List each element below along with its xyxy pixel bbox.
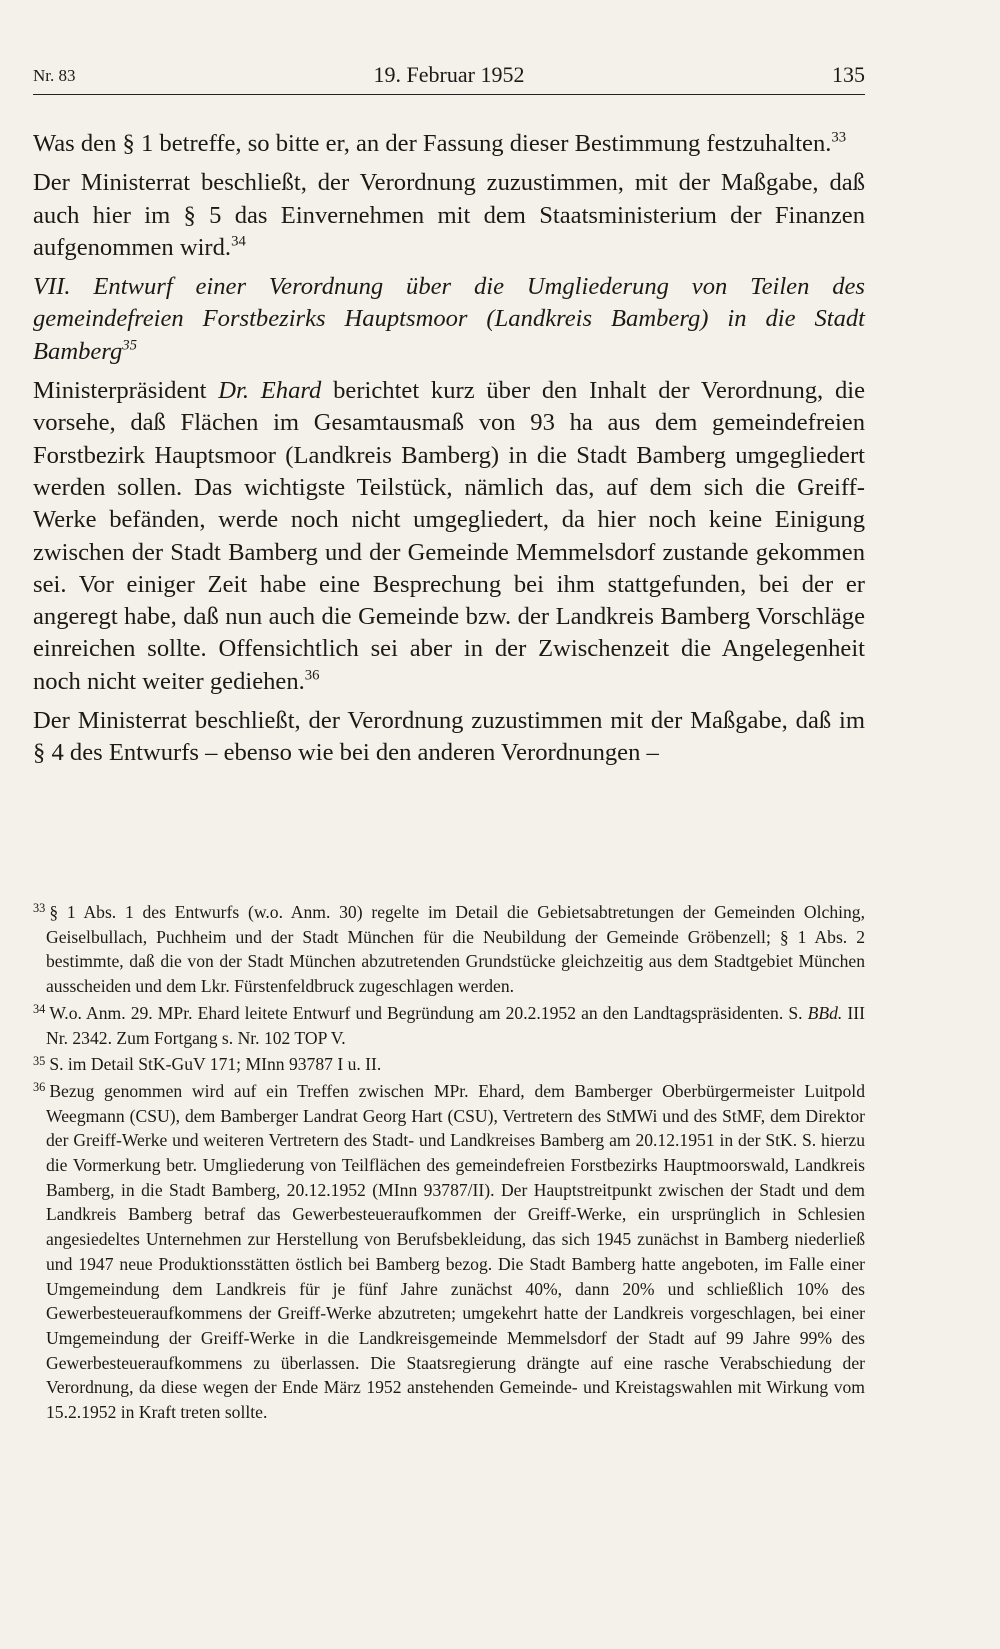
agenda-item-heading: VII. Entwurf einer Verordnung über die Umgliederung von Teilen des gemeindefreien Forstbezirks Hauptsmoor (Landkreis Bamberg) in die Stadt Bamberg$^{35}$ — [33, 273, 865, 365]
document-number: Nr. 83 — [33, 66, 76, 85]
footnote: $^{36}$ Bezug genommen wird auf ein Treffen zwischen MPr. Ehard, dem Bamberger Oberbürgermeister Luitpold Weegmann (CSU), dem Bamberger Landrat Georg Hart (CSU), Vertretern des StMWi und des StMF, dem Direktor der Greiff-Werke und weiteren Vertretern des Stadt- und Landkreises Bamberg am 20.12.1951 in der StK. S. hierzu die Vormerkung betr. Umgliederung von Teilflächen des gemeindefreien Forstbezirks Hauptmoorswald, Landkreis Bamberg, in die Stadt Bamberg, 20.12.1952 (MInn 93787/II). Der Hauptstreitpunkt zwischen der Stadt und dem Landkreis Bamberg betraf das Gewerbesteueraufkommen der Greiff-Werke, ein ursprünglich in Schlesien angesiedeltes Unternehmen zur Herstellung von Berufsbekleidung, das sich 1945 zunächst in Bamberg niederließ und 1947 neue Produktionsstätten östlich bei Bamberg bezog. Die Stadt Bamberg hatte angeboten, im Falle einer Umgemeindung dem Landkreis für je fünf Jahre zunächst 40%, dann 20% und schließlich 10% des Gewerbesteueraufkommens der Greiff-Werke abzutreten; umgekehrt hatte der Landkreis vorgeschlagen, bei einer Umgemeindung der Greiff-Werke in die Landkreisgemeinde Memmelsdorf der Stadt auf 99 Jahre 99% des Gewerbesteueraufkommens zu überlassen. Die Staatsregierung drängte auf eine rasche Verabschiedung der Verordnung, da diese wegen der Ende März 1952 anstehenden Gemeinde- und Kreistagswahlen mit Wirkung vom 15.2.1952 in Kraft treten sollte. — [33, 1080, 865, 1423]
paragraph: Was den § 1 betreffe, so bitte er, an der Fassung dieser Bestimmung festzuhalten.$^{33}$ — [33, 129, 847, 157]
footnote-ref[interactable]: 34 — [231, 233, 246, 250]
footnote: $^{33}$ § 1 Abs. 1 des Entwurfs (w.o. Anm. 30) regelte im Detail die Gebietsabtretungen der Gemeinden Olching, Geiselbullach, Puchheim und der Stadt München für die Neubildung der Gemeinde Gröbenzell; § 1 Abs. 2 bestimmte, daß die von der Stadt München abzutretenden Grundstücke gleichzeitig aus dem Stadtgebiet München ausscheiden und dem Lkr. Fürstenfeldbruck zugeschlagen werden. — [33, 901, 865, 997]
footnote: $^{35}$ S. im Detail StK-GuV 171; MInn 93787 I u. II. — [33, 1053, 382, 1075]
paragraph: Der Ministerrat beschließt, der Verordnung zuzustimmen, mit der Maßgabe, daß auch hier im § 5 das Einvernehmen mit dem Staatsministerium der Finanzen aufgenommen wird.$^{34}$ — [33, 169, 865, 261]
footnote-ref[interactable]: 36 — [304, 667, 320, 684]
footnotes — [33, 900, 865, 1425]
speaker-title: Dr. — [218, 377, 250, 405]
page-number: 135 — [832, 62, 865, 87]
main-text — [33, 128, 865, 770]
paragraph: Der Ministerrat beschließt, der Verordnung zuzustimmen mit der Maßgabe, daß im § 4 des Entwurfs – ebenso wie bei den anderen Verordnungen – — [33, 707, 865, 767]
footnote: $^{34}$ W.o. Anm. 29. MPr. Ehard leitete Entwurf und Begründung am 20.2.1952 an den Landtagspräsidenten. S. BBd. III Nr. 2342. Zum Fortgang s. Nr. 102 TOP V. — [33, 1002, 865, 1048]
speaker-name: Ehard — [260, 377, 322, 405]
footnote-ref[interactable]: 33 — [831, 129, 847, 146]
header-date: 19. Februar 1952 — [373, 62, 525, 87]
running-header — [33, 60, 865, 95]
paragraph: Ministerpräsident Dr. Ehard berichtet kurz über den Inhalt der Verordnung, die vorsehe, daß Flächen im Gesamtausmaß von 93 ha aus dem gemeindefreien Forstbezirk Hauptsmoor (Landkreis Bamberg) in die Stadt Bamberg umgegliedert werden sollen. Das wichtigste Teilstück, nämlich das, auf dem sich die Greiff-Werke befänden, werde noch nicht umgegliedert, da hier noch keine Einigung zwischen der Stadt Bamberg und der Gemeinde Memmelsdorf zustande gekommen sei. Vor einiger Zeit habe eine Besprechung bei ihm stattgefunden, bei der er angeregt habe, daß nun auch die Gemeinde bzw. der Landkreis Bamberg Vorschläge einreichen sollte. Offensichtlich sei aber in der Zwischenzeit die Angelegenheit noch nicht weiter gediehen.$^{36}$ — [33, 377, 865, 695]
footnote-ref[interactable]: 35 — [122, 337, 137, 354]
